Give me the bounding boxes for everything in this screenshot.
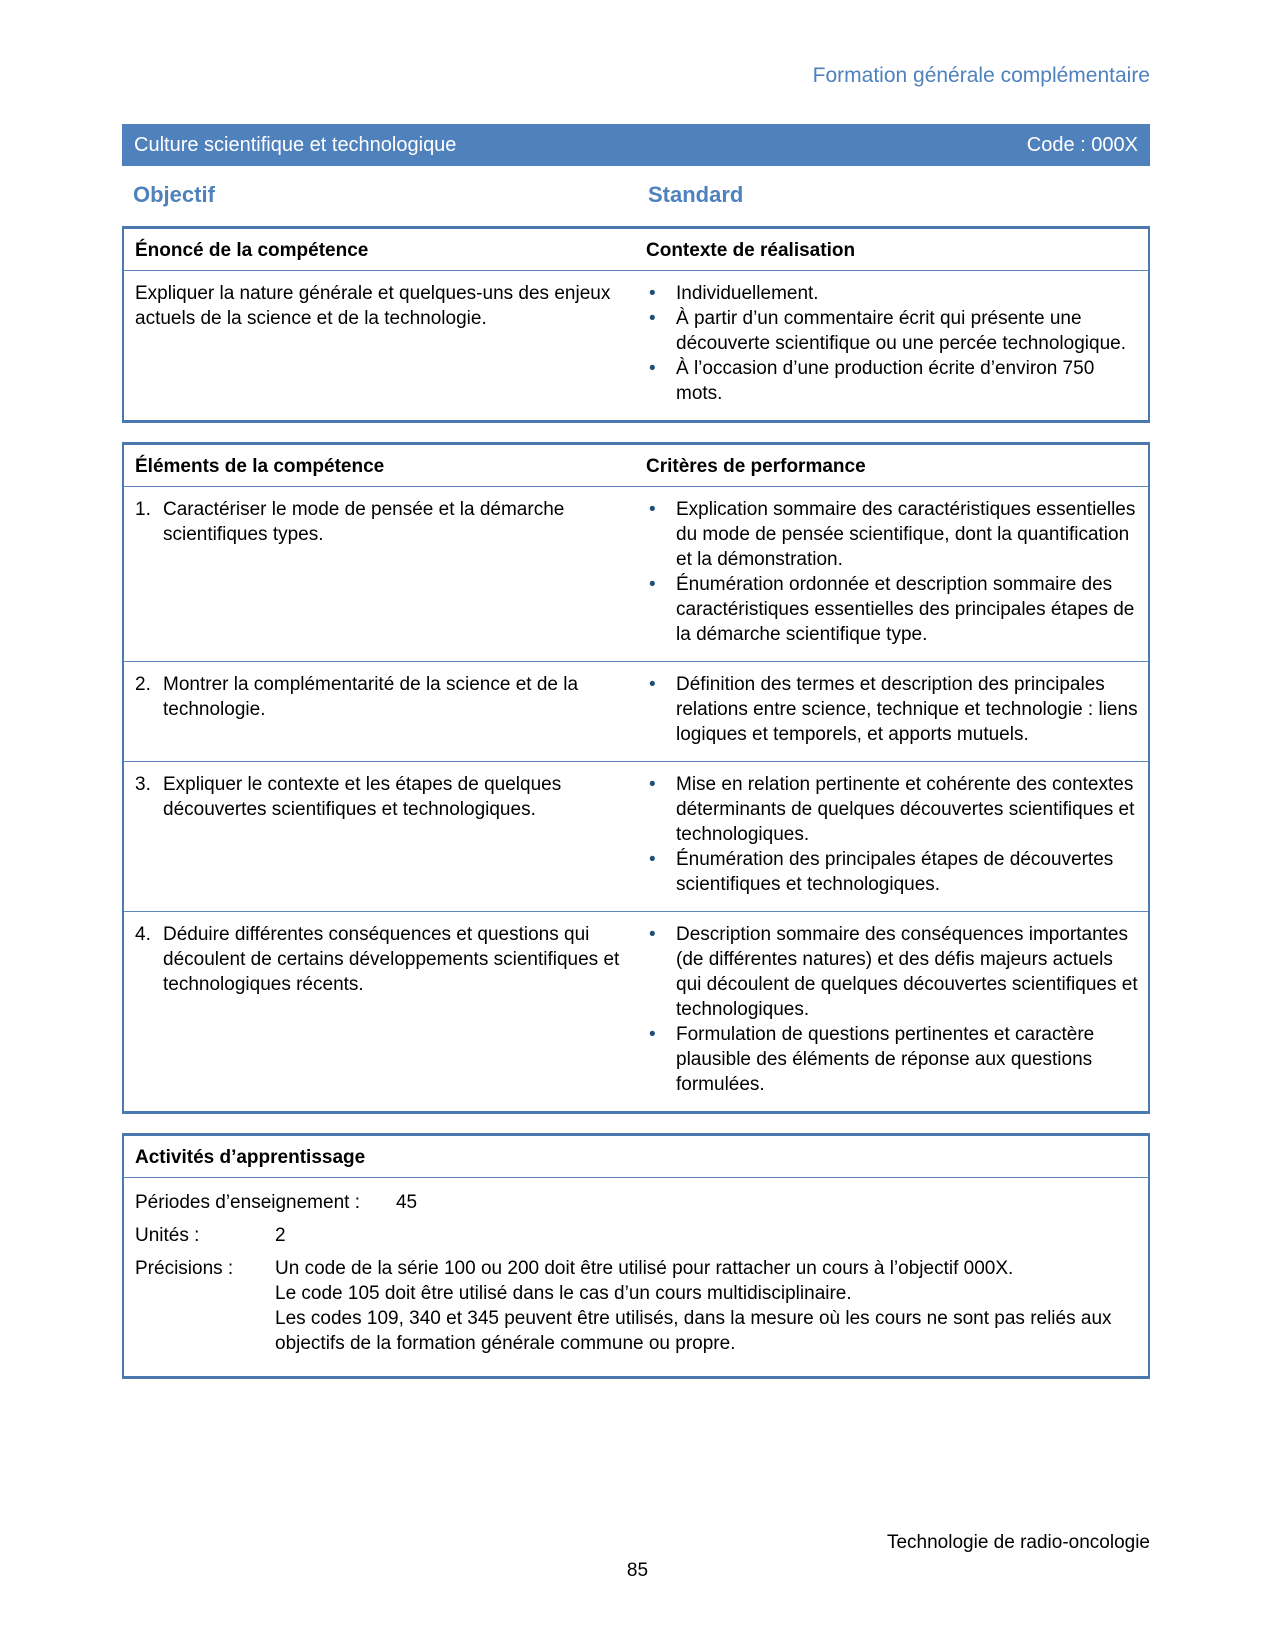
course-code: Code : 000X	[1026, 133, 1138, 156]
bullet-icon: •	[649, 499, 656, 520]
element-cell	[124, 762, 638, 911]
item-number: 1.	[135, 499, 151, 520]
element-cell	[124, 487, 638, 661]
numbered-item	[135, 497, 628, 547]
table1-right-header: Contexte de réalisation	[646, 240, 856, 261]
criteres-cell	[638, 662, 1148, 761]
element-text: Expliquer le contexte et les étapes de quelques découvertes scientifiques et technologiques.	[163, 774, 562, 820]
bullet-icon: •	[649, 358, 656, 379]
bullet-icon: •	[649, 1024, 656, 1045]
precision-line: Le code 105 doit être utilisé dans le cas d’un cours multidisciplinaire.	[275, 1283, 852, 1304]
table2-right-header: Critères de performance	[646, 456, 866, 477]
bullet-text: Description sommaire des conséquences importantes (de différentes natures) et des défis majeurs actuels qui découlent de quelques découvertes scientifiques et technologiques.	[676, 924, 1138, 1020]
content-area	[122, 0, 1150, 1379]
table1-header-row	[124, 229, 1148, 271]
list-item	[646, 356, 1138, 406]
numbered-item	[135, 672, 628, 722]
list-item	[646, 497, 1138, 572]
activites-body	[124, 1178, 1148, 1376]
bullet-icon: •	[649, 308, 656, 329]
table1-body-row	[124, 271, 1148, 420]
document-section-title: Formation générale complémentaire	[812, 64, 1150, 87]
column-headings	[122, 182, 1150, 208]
table-row	[124, 662, 1148, 762]
unites-value: 2	[275, 1225, 286, 1246]
table-row	[124, 487, 1148, 662]
bullet-text: À l’occasion d’une production écrite d’environ 750 mots.	[676, 358, 1095, 404]
item-number: 3.	[135, 774, 151, 795]
bullet-text: Individuellement.	[676, 283, 819, 304]
bullet-icon: •	[649, 674, 656, 695]
criteres-cell	[638, 487, 1148, 661]
precision-line: Un code de la série 100 ou 200 doit être utilisé pour rattacher un cours à l’objectif 000X.	[275, 1258, 1014, 1279]
list-item	[646, 922, 1138, 1022]
unites-label: Unités :	[135, 1225, 200, 1246]
precisions-row	[135, 1256, 1138, 1356]
elements-criteres-table	[122, 442, 1150, 1114]
page-number: 85	[626, 1560, 649, 1581]
enonce-text: Expliquer la nature générale et quelques-uns des enjeux actuels de la science et de la technologie.	[135, 283, 611, 329]
numbered-item	[135, 922, 628, 997]
element-text: Caractériser le mode de pensée et la démarche scientifiques types.	[163, 499, 565, 545]
criteres-cell	[638, 912, 1148, 1111]
bullet-icon: •	[649, 849, 656, 870]
bullet-text: Mise en relation pertinente et cohérente des contextes déterminants de quelques découvertes scientifiques et technologiques.	[676, 774, 1135, 845]
item-number: 2.	[135, 674, 151, 695]
program-footer: Technologie de radio-oncologie	[886, 1532, 1150, 1553]
element-cell	[124, 662, 638, 761]
activites-table	[122, 1133, 1150, 1379]
element-cell	[124, 912, 638, 1111]
bullet-text: À partir d’un commentaire écrit qui présente une découverte scientifique ou une percée technologique.	[676, 308, 1126, 354]
standard-heading: Standard	[648, 182, 744, 207]
table1-left-header: Énoncé de la compétence	[135, 240, 369, 261]
table-row	[124, 762, 1148, 912]
list-item	[646, 772, 1138, 847]
item-number: 4.	[135, 924, 151, 945]
list-item	[646, 572, 1138, 647]
bullet-icon: •	[649, 574, 656, 595]
numbered-item	[135, 772, 628, 822]
list-item	[646, 1022, 1138, 1097]
list-item	[646, 306, 1138, 356]
activites-header: Activités d’apprentissage	[124, 1136, 1148, 1178]
list-item	[646, 672, 1138, 747]
enonce-contexte-table	[122, 226, 1150, 423]
bullet-icon: •	[649, 924, 656, 945]
list-item	[646, 847, 1138, 897]
unites-row	[135, 1223, 1138, 1248]
precisions-label: Précisions :	[135, 1258, 234, 1279]
table2-header-row	[124, 445, 1148, 487]
bullet-text: Formulation de questions pertinentes et caractère plausible des éléments de réponse aux questions formulées.	[676, 1024, 1095, 1095]
table2-left-header: Éléments de la compétence	[135, 456, 385, 477]
precisions-value	[275, 1256, 1138, 1356]
criteres-cell	[638, 762, 1148, 911]
table-row	[124, 912, 1148, 1111]
course-title-bar	[122, 124, 1150, 166]
bullet-icon: •	[649, 283, 656, 304]
element-text: Montrer la complémentarité de la science et de la technologie.	[163, 674, 579, 720]
element-text: Déduire différentes conséquences et questions qui découlent de certains développements scientifiques et technologiques récents.	[163, 924, 620, 995]
periodes-row	[135, 1190, 1138, 1215]
bullet-text: Définition des termes et description des principales relations entre science, technique et technologie : liens logiques et temporels, et apports mutuels.	[676, 674, 1138, 745]
periodes-value: 45	[395, 1192, 418, 1213]
objectif-heading: Objectif	[133, 182, 215, 207]
bullet-text: Énumération ordonnée et description sommaire des caractéristiques essentielles des principales étapes de la démarche scientifique type.	[676, 574, 1135, 645]
contexte-bullets	[638, 271, 1148, 420]
bullet-text: Énumération des principales étapes de découvertes scientifiques et technologiques.	[676, 849, 1114, 895]
precision-line: Les codes 109, 340 et 345 peuvent être utilisés, dans la mesure où les cours ne sont pas reliés aux objectifs de la formation générale commune ou propre.	[275, 1308, 1112, 1354]
bullet-icon: •	[649, 774, 656, 795]
periodes-label: Périodes d’enseignement :	[135, 1192, 360, 1213]
bullet-text: Explication sommaire des caractéristiques essentielles du mode de pensée scientifique, dont la quantification et la démonstration.	[676, 499, 1136, 570]
list-item	[646, 281, 1138, 306]
course-title: Culture scientifique et technologique	[134, 133, 457, 156]
